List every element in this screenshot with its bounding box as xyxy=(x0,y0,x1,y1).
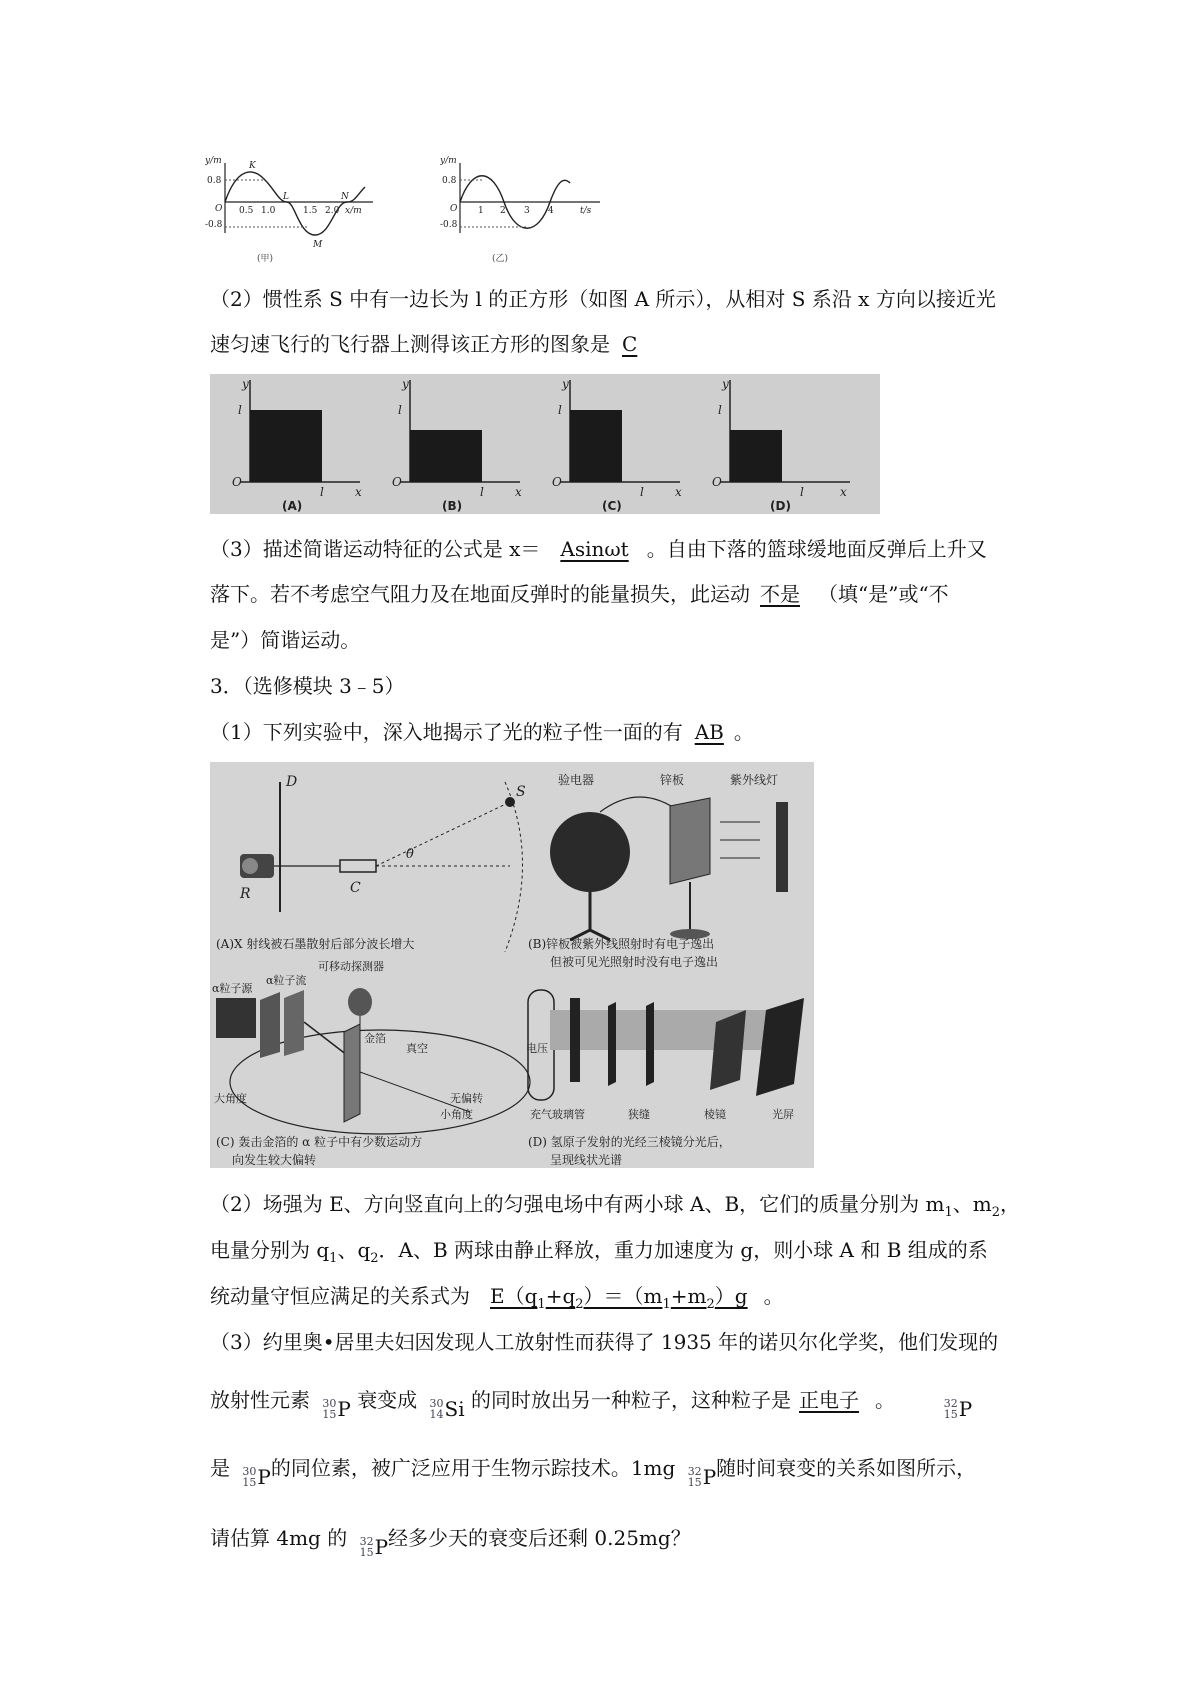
q2-line-1: （2）惯性系 S 中有一边长为 l 的正方形（如图 A 所示），从相对 S 系沿 x 方向以接近光 xyxy=(210,287,996,311)
y-axis-label: y/m xyxy=(440,156,457,166)
panel-c-caption-2: 向发生较大偏转 xyxy=(232,1153,317,1167)
tick-1: 1 xyxy=(478,206,484,216)
axis-y-label: y xyxy=(242,377,249,391)
q3-answer-1: Asinωt xyxy=(560,537,629,561)
label-s: S xyxy=(516,784,526,800)
point-m: M xyxy=(313,240,323,250)
q3-text-2a: 落下。若不考虑空气阻力及在地面反弹时的能量损失，此运动 xyxy=(210,582,750,606)
tick-1.0: 1.0 xyxy=(261,206,276,216)
tick-1.5: 1.5 xyxy=(303,206,318,216)
s3q3-text: 的同位素，被广泛应用于生物示踪技术。1mg xyxy=(270,1456,676,1480)
tick-3: 3 xyxy=(524,206,530,216)
label-small-angle: 小角度 xyxy=(440,1108,473,1121)
s3q2-text: 、m xyxy=(952,1192,992,1216)
axis-y-label: y xyxy=(402,377,409,391)
origin-label: O xyxy=(392,475,402,489)
q3-line-1 xyxy=(210,535,987,563)
nuclide-p30 xyxy=(236,1463,270,1491)
s3q2-text: （2）场强为 E、方向竖直向上的匀强电场中有两小球 A、B，它们的质量分别为 m xyxy=(210,1192,945,1216)
q3-text-1a: （3）描述简谐运动特征的公式是 x＝ xyxy=(210,537,541,561)
q3-line-2 xyxy=(210,580,949,608)
mass-number: 32 xyxy=(359,1535,374,1548)
s3q2-line-2 xyxy=(210,1236,988,1273)
s3q3-answer: 正电子 xyxy=(799,1388,860,1412)
atomic-number: 15 xyxy=(943,1408,958,1421)
label-r: R xyxy=(240,886,251,902)
q2-line-2 xyxy=(210,330,651,358)
s3q2-answer xyxy=(470,1282,764,1319)
tick-2: 2 xyxy=(500,206,506,216)
sub: 2 xyxy=(575,1297,584,1312)
axis-x-label: x xyxy=(515,485,522,499)
panel-c-label: (C) xyxy=(602,499,622,513)
experiments-figure xyxy=(210,762,814,1168)
label-alpha-source: α粒子源 xyxy=(212,982,253,995)
mark-l-label: l xyxy=(718,403,722,417)
s3q3-text: 是 xyxy=(210,1456,230,1480)
mass-number: 30 xyxy=(429,1397,444,1410)
label-no-deflection: 无偏转 xyxy=(450,1092,483,1105)
s3q3-text: 随时间衰变的关系如图所示， xyxy=(716,1456,977,1480)
atomic-number: 15 xyxy=(359,1546,374,1559)
wave-graph-right xyxy=(440,155,610,265)
axis-x-label: x xyxy=(355,485,362,499)
s3q2-text: 。 xyxy=(763,1284,784,1308)
panel-b-caption-2: 但被可见光照射时没有电子逸出 xyxy=(550,955,719,969)
label-prism: 棱镜 xyxy=(704,1108,726,1121)
point-n: N xyxy=(341,192,349,202)
panel-c-caption-1: (C) 轰击金箔的 α 粒子中有少数运动方 xyxy=(216,1135,423,1149)
caption-yi: (乙) xyxy=(492,254,509,264)
y-pos-label: 0.8 xyxy=(207,176,222,186)
y-neg-label: -0.8 xyxy=(440,220,458,230)
origin-label: O xyxy=(712,475,722,489)
label-uv-lamp: 紫外线灯 xyxy=(730,773,779,787)
element-symbol: P xyxy=(337,1397,351,1421)
caption-jia: (甲) xyxy=(257,254,274,264)
element-symbol: P xyxy=(374,1535,389,1559)
s3q3-line-3 xyxy=(210,1454,976,1491)
tick-0.5: 0.5 xyxy=(239,206,254,216)
label-alpha-beam: α粒子流 xyxy=(266,974,307,987)
element-symbol: P xyxy=(257,1465,271,1489)
ans-part: E（q xyxy=(490,1284,538,1308)
origin-label: O xyxy=(215,204,223,214)
s3q2-text: 统动量守恒应满足的关系式为 xyxy=(210,1284,470,1308)
q2-text: 速匀速飞行的飞行器上测得该正方形的图象是 xyxy=(210,332,610,356)
s3q2-text: 电量分别为 q xyxy=(210,1238,330,1262)
origin-label: O xyxy=(552,475,562,489)
s3q2-line-1 xyxy=(210,1190,1020,1227)
label-gas-tube: 充气玻璃管 xyxy=(530,1108,585,1121)
tick-2.0: 2.0 xyxy=(325,206,340,216)
s3q3-text: 请估算 4mg 的 xyxy=(210,1526,348,1550)
s3q1-line xyxy=(210,718,754,746)
mark-l-x: l xyxy=(480,485,484,499)
sub: 2 xyxy=(370,1251,379,1266)
x-axis-label: t/s xyxy=(580,206,592,216)
point-l: L xyxy=(283,192,289,202)
s3q3-line-4 xyxy=(210,1524,691,1561)
mark-l-label: l xyxy=(398,403,402,417)
origin-label: O xyxy=(232,475,242,489)
s3q3-text: 。 xyxy=(875,1388,896,1412)
nuclide-p32 xyxy=(938,1395,972,1423)
label-electroscope: 验电器 xyxy=(558,773,595,787)
element-symbol: Si xyxy=(444,1397,465,1421)
s3q3-text: 放射性元素 xyxy=(210,1388,310,1412)
s3q3-line-2 xyxy=(210,1386,972,1423)
s3q3-text: 衰变成 xyxy=(357,1388,418,1412)
s3q2-text: 、q xyxy=(337,1238,371,1262)
s3q1-end: 。 xyxy=(733,720,754,744)
label-d: D xyxy=(286,774,298,790)
atomic-number: 15 xyxy=(322,1408,337,1421)
q3-text-1b: 。自由下落的篮球缓地面反弹后上升又 xyxy=(646,537,987,561)
s3q2-text: ．A、B 两球由静止释放，重力加速度为 g，则小球 A 和 B 组成的系 xyxy=(378,1238,988,1262)
mass-number: 30 xyxy=(322,1397,337,1410)
ans-part: ）＝（m xyxy=(583,1284,663,1308)
y-neg-label: -0.8 xyxy=(205,220,223,230)
panel-a-label: (A) xyxy=(282,499,303,513)
squares-figure xyxy=(210,374,880,514)
s3q2-line-3 xyxy=(210,1282,784,1319)
s3q2-text: ， xyxy=(1000,1192,1021,1216)
point-k: K xyxy=(249,161,256,171)
label-slit: 狭缝 xyxy=(628,1108,650,1121)
mark-l-x: l xyxy=(640,485,644,499)
panel-a-caption: (A)X 射线被石墨散射后部分波长增大 xyxy=(216,937,415,951)
nuclide-p32 xyxy=(682,1463,716,1491)
label-c: C xyxy=(350,880,361,896)
sub: 2 xyxy=(991,1205,1001,1220)
y-axis-label: y/m xyxy=(205,156,222,166)
section-3-title: 3．（选修模块 3﹣5） xyxy=(210,674,405,698)
sub: 1 xyxy=(329,1251,338,1266)
axis-y-label: y xyxy=(722,377,729,391)
s3q1-answer: AB xyxy=(694,720,724,744)
label-vacuum: 真空 xyxy=(406,1042,428,1055)
mass-number: 32 xyxy=(943,1397,958,1410)
q3-text-2b: （填“是”或“不 xyxy=(818,582,949,606)
sub: 1 xyxy=(944,1205,953,1220)
mark-l-x: l xyxy=(320,485,324,499)
q3-line-3: 是”）简谐运动。 xyxy=(210,628,361,652)
ans-part: +m xyxy=(670,1284,707,1308)
wave-graph-left xyxy=(205,155,380,265)
sub: 1 xyxy=(662,1297,671,1312)
mass-number: 32 xyxy=(687,1465,702,1478)
nuclide-p32 xyxy=(354,1533,388,1561)
axis-x-label: x xyxy=(840,485,847,499)
label-zinc-plate: 锌板 xyxy=(660,773,685,787)
ans-part: ）g xyxy=(714,1284,748,1308)
s3q3-text: 的同时放出另一种粒子，这种粒子是 xyxy=(471,1388,792,1412)
s3q1-text: （1）下列实验中，深入地揭示了光的粒子性一面的有 xyxy=(210,720,683,744)
s3q3-line-1: （3）约里奥•居里夫妇因发现人工放射性而获得了 1935 年的诺贝尔化学奖，他们发现的 xyxy=(210,1330,999,1354)
label-screen: 光屏 xyxy=(772,1108,794,1121)
label-gold-foil: 金箔 xyxy=(364,1032,386,1045)
label-voltage: 电压 xyxy=(526,1042,548,1055)
nuclide-p30 xyxy=(316,1395,350,1423)
origin-label: O xyxy=(450,204,458,214)
q2-answer: C xyxy=(622,332,638,356)
q3-answer-2: 不是 xyxy=(760,582,800,606)
label-large-angle: 大角度 xyxy=(214,1092,247,1105)
panel-b-caption-1: (B)锌板被紫外线照射时有电子逸出 xyxy=(528,937,715,951)
axis-x-label: x xyxy=(675,485,682,499)
atomic-number: 15 xyxy=(242,1476,257,1489)
axis-y-label: y xyxy=(562,377,569,391)
panel-d-caption-1: (D) 氢原子发射的光经三棱镜分光后， xyxy=(528,1135,731,1149)
sub: 1 xyxy=(537,1297,546,1312)
nuclide-si30 xyxy=(424,1395,465,1423)
atomic-number: 14 xyxy=(429,1408,444,1421)
s3q3-text: 经多少天的衰变后还剩 0.25mg？ xyxy=(388,1526,691,1550)
mark-l-x: l xyxy=(800,485,804,499)
ans-part: +q xyxy=(545,1284,576,1308)
tick-4: 4 xyxy=(548,206,554,216)
y-pos-label: 0.8 xyxy=(442,176,457,186)
element-symbol: P xyxy=(702,1465,717,1489)
mark-l-label: l xyxy=(238,403,242,417)
label-detector: 可移动探测器 xyxy=(318,960,384,973)
panel-d-caption-2: 呈现线状光谱 xyxy=(550,1153,623,1167)
label-theta: θ xyxy=(406,847,414,862)
element-symbol: P xyxy=(958,1397,973,1421)
panel-b-label: (B) xyxy=(442,499,463,513)
sub: 2 xyxy=(706,1297,715,1312)
mass-number: 30 xyxy=(242,1465,257,1478)
x-axis-label: x/m xyxy=(345,206,362,216)
atomic-number: 15 xyxy=(687,1476,702,1489)
mark-l-label: l xyxy=(558,403,562,417)
panel-d-label: (D) xyxy=(770,499,791,513)
